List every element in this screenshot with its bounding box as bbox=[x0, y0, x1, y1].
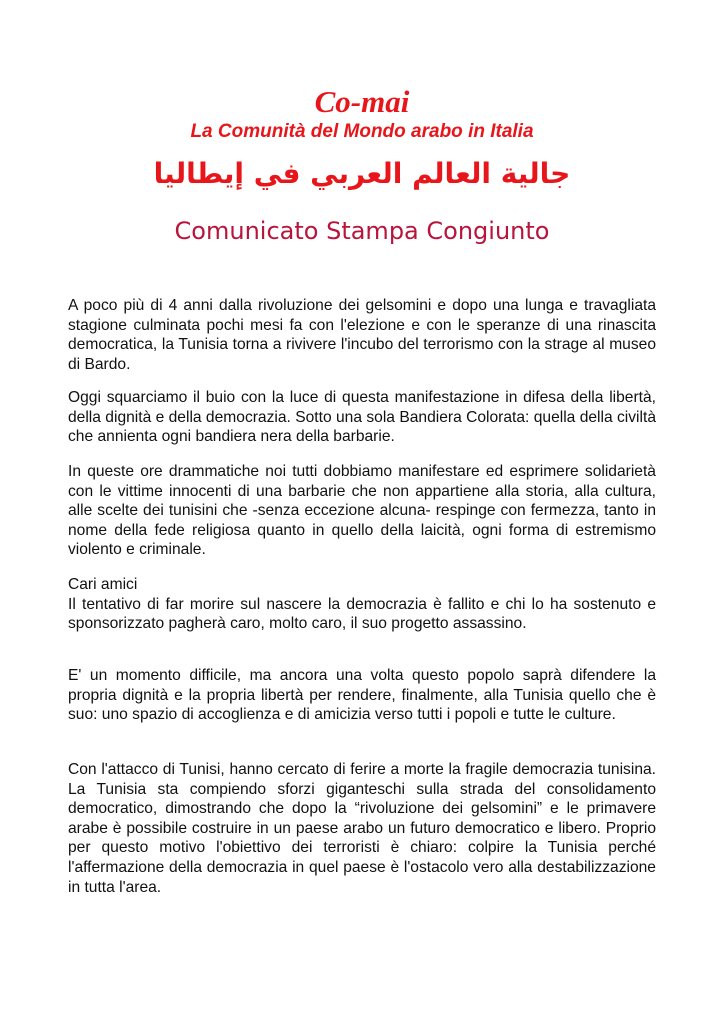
paragraph-text: Con l'attacco di Tunisi, hanno cercato di ferire a morte la fragile democrazia tunisina. La Tunisia sta compiendo sforzi giganteschi sulla strada del consolidamento democratico, dimostrando che dopo la “rivoluzione dei gelsomini” e le primavere arabe è possibile costruire in un paese arabo un futuro democratico e libero. Proprio per questo motivo l'obiettivo dei terroristi è chiaro: colpire la Tunisia perché l'affermazione della democrazia in quel paese è l'ostacolo vero alla destabilizzazione in tutta l'area. bbox=[68, 761, 656, 896]
paragraph-tunis-attack bbox=[68, 760, 656, 897]
paragraph-intro bbox=[68, 296, 656, 374]
greeting-text: Cari amici bbox=[68, 576, 138, 593]
paragraph-difficult-moment bbox=[68, 666, 656, 725]
paragraph-friends bbox=[68, 575, 656, 634]
org-subtitle: La Comunità del Mondo arabo in Italia bbox=[190, 121, 534, 142]
paragraph-text: In queste ore drammatiche noi tutti dobbiamo manifestare ed esprimere solidarietà con le vittime innocenti di una barbarie che non appartiene alla storia, alla cultura, alle scelte dei tunisini che -senza eccezione alcuna- respinge con fermezza, tanto in nome della fede religiosa quanto in quello della laicità, ogni forma di estremismo violento e criminale. bbox=[68, 463, 656, 559]
paragraph-text: A poco più di 4 anni dalla rivoluzione dei gelsomini e dopo una lunga e travagliata stagione culminata pochi mesi fa con l'elezione e con le speranze di una rinascita democratica, la Tunisia torna a rivivere l'incubo del terrorismo con la strage al museo di Bardo. bbox=[68, 297, 656, 373]
paragraph-solidarity bbox=[68, 462, 656, 560]
paragraph-manifestation bbox=[68, 388, 656, 447]
org-arabic-name: جالية العالم العربي في إيطاليا bbox=[153, 157, 571, 190]
paragraph-text: E' un momento difficile, ma ancora una volta questo popolo saprà difendere la propria dignità e la propria libertà per rendere, finalmente, alla Tunisia quello che è suo: uno spazio di accoglienza e di amicizia verso tutti i popoli e tutte le culture. bbox=[68, 667, 656, 724]
org-name: Co-mai bbox=[314, 84, 410, 119]
paragraph-text: Oggi squarciamo il buio con la luce di questa manifestazione in difesa della libertà, della dignità e della democrazia. Sotto una sola Bandiera Colorata: quella della civiltà che annienta ogni bandiera nera della barbarie. bbox=[68, 389, 656, 446]
paragraph-text: Il tentativo di far morire sul nascere la democrazia è fallito e chi lo ha sostenuto e sponsorizzato pagherà caro, molto caro, il suo progetto assassino. bbox=[68, 595, 656, 633]
document-title: Comunicato Stampa Congiunto bbox=[174, 217, 550, 245]
